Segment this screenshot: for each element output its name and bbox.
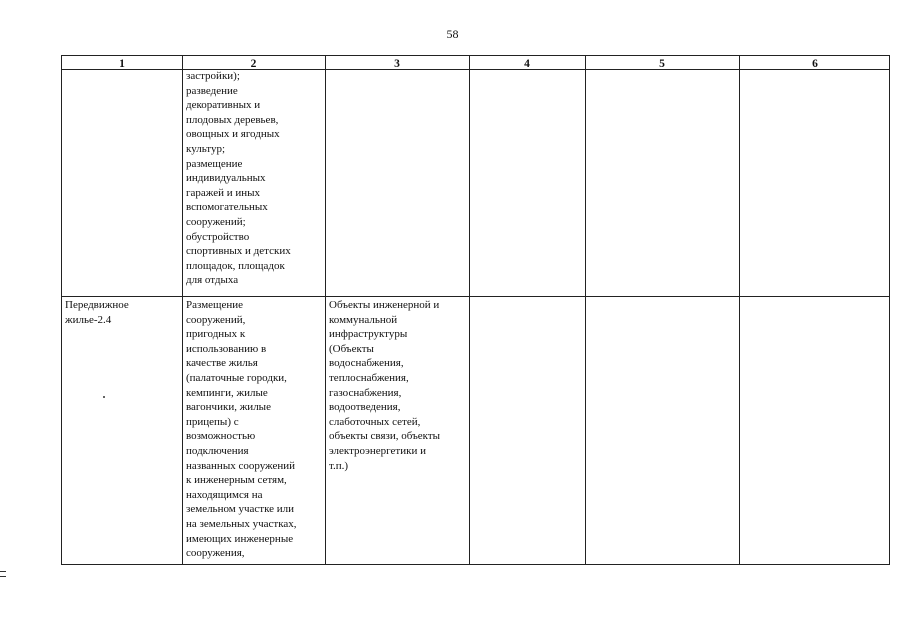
column-header-5: 5 <box>659 58 665 70</box>
column-divider <box>182 56 183 564</box>
column-divider <box>739 56 740 564</box>
column-header-2: 2 <box>250 58 257 70</box>
margin-mark <box>0 571 6 577</box>
scan-speck <box>103 396 105 398</box>
column-divider <box>469 56 470 564</box>
row2-auxiliary-objects: Объекты инженерной и коммунальной инфраструктуры (Объекты водоснабжения, теплоснабжения, газоснабжения, водоотведения, слаботочных сетей, объекты связи, объекты электроэнергетики и т.п.) <box>329 299 441 472</box>
zoning-table <box>61 55 890 565</box>
row2-use-type: Передвижное жилье-2.4 <box>65 299 129 326</box>
column-header-6: 6 <box>812 58 818 70</box>
column-header-4: 4 <box>524 58 530 70</box>
column-divider <box>585 56 586 564</box>
column-header-3: 3 <box>394 58 400 70</box>
page-number: 58 <box>446 27 459 41</box>
column-divider <box>325 56 326 564</box>
row2-permitted-use-description: Размещение сооружений, пригодных к использованию в качестве жилья (палаточные городки, кемпинги, жилые вагончики, жилые прицепы) с возможностью подключения названных сооружений к инженерным сетям, находящимся на земельном участке или на земельных участках, имеющих инженерные сооружения, <box>186 299 297 560</box>
column-header-1: 1 <box>119 58 125 70</box>
row-divider <box>62 296 889 297</box>
row1-permitted-use-description: застройки); разведение декоративных и плодовых деревьев, овощных и ягодных культур; размещение индивидуальных гаражей и иных вспомогательных сооружений; обустройство спортивных и детских площадок, площадок для отдыха <box>186 70 291 287</box>
